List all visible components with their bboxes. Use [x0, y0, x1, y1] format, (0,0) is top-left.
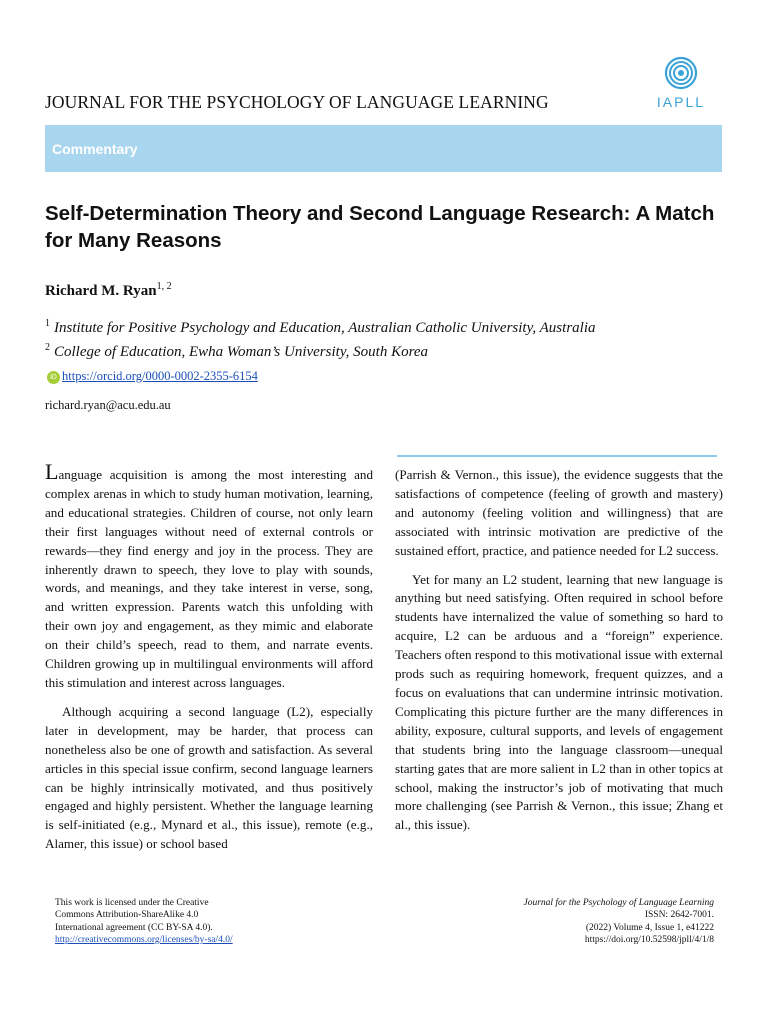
logo-text: IAPLL: [656, 94, 706, 110]
journal-title: JOURNAL FOR THE PSYCHOLOGY OF LANGUAGE LEARNING: [45, 92, 549, 112]
citation-info: [523, 897, 714, 946]
license-notice: [55, 897, 233, 946]
affiliation-2: [45, 342, 428, 361]
paragraph-text: anguage acquisition is among the most interesting and complex arenas in which to study human motivation, learning, and educational strategies. Children of course, not only learn their first languages without need of external controls or rewards—they find energy and joy in the process. They are inherently drawn to speech, they love to play with sounds, words, and meanings, and they take interest in verse, song, and written expression. Parents watch this unfolding with their own joy and engagement, as they mimic and elaborate on their child’s speech, read to them, and narrate events. Children growing up in multilingual environments will afford this stimulation and interest across languages.: [45, 467, 373, 690]
author-line: [45, 281, 172, 300]
footer-issn: ISSN: 2642-7001.: [644, 910, 714, 921]
orcid-link[interactable]: https://orcid.org/0000-0002-2355-6154: [62, 369, 258, 383]
license-line: Commons Attribution-ShareAlike 4.0: [55, 910, 199, 921]
author-affiliation-marks: 1, 2: [156, 281, 172, 292]
affiliation-1-number: 1: [45, 318, 50, 329]
author-name: Richard M. Ryan: [45, 283, 157, 299]
column-divider: [397, 455, 717, 457]
affiliation-2-number: 2: [45, 342, 50, 353]
license-link[interactable]: http://creativecommons.org/licenses/by-sa/4.0/: [55, 934, 233, 945]
affiliation-1: [45, 318, 596, 337]
license-line: This work is licensed under the Creative: [55, 898, 209, 908]
drop-cap: L: [45, 459, 59, 484]
orcid-row: [47, 369, 258, 384]
body-paragraph: Although acquiring a second language (L2), especially later in development, may be harder, that process can nonetheless also be one of growth and satisfaction. As several articles in this special issue confirm, second language learners can be highly intrinsically motivated, and thus positively engaged and highly persistent. Whether the language learning is self-initiated (e.g., Mynard et al., this issue), remote (e.g., Alamer, this issue) or school based: [45, 703, 373, 852]
affiliation-1-text: Institute for Positive Psychology and Education, Australian Catholic University, Australia: [54, 320, 596, 336]
paper-title: Self-Determination Theory and Second Language Research: A Match for Many Reasons: [45, 202, 715, 252]
footer-volume: (2022) Volume 4, Issue 1, e41222: [585, 922, 714, 933]
body-paragraph: Yet for many an L2 student, learning that new language is anything but need satisfying. Often required in school before students have internalized the value of something so hard to acquire, L2 can be arduous and a “foreign” experience. Teachers often respond to this motivational issue with external prods such as requiring homework, frequent quizzes, and a focus on evaluations that can undermine intrinsic motivation. Complicating this picture further are the many differences in ability, exposure, cultural supports, and levels of engagement that students bring into the language classroom—unequal starting gates that are more salient in L2 than in other topics at school, making the instructor’s job of motivating that much more challenging (see Parrish & Vernon., this issue; Zhang et al., this issue).: [395, 571, 723, 833]
footer-doi: https://doi.org/10.52598/jpll/4/1/8: [584, 934, 714, 945]
license-line: International agreement (CC BY-SA 4.0).: [55, 922, 213, 933]
body-paragraph: (Parrish & Vernon., this issue), the evidence suggests that the satisfactions of competence (feeling of growth and mastery) and autonomy (feeling volition and willingness) that are associated with intrinsic motivation are predictive of the sustained effort, practice, and patience needed for L2 success.: [395, 467, 723, 558]
affiliation-2-text: College of Education, Ewha Woman’s University, South Korea: [54, 344, 429, 360]
body-paragraph: [45, 459, 373, 693]
iapll-logo: [650, 56, 718, 112]
orcid-icon: iD: [47, 371, 60, 384]
body-left-column: [45, 459, 373, 864]
section-band: [45, 125, 722, 172]
footer-journal: Journal for the Psychology of Language Learning: [523, 898, 714, 908]
section-label: Commentary: [52, 141, 138, 157]
author-email: richard.ryan@acu.edu.au: [45, 398, 171, 412]
body-right-column: [395, 466, 723, 845]
concentric-circles-icon: [654, 56, 708, 94]
